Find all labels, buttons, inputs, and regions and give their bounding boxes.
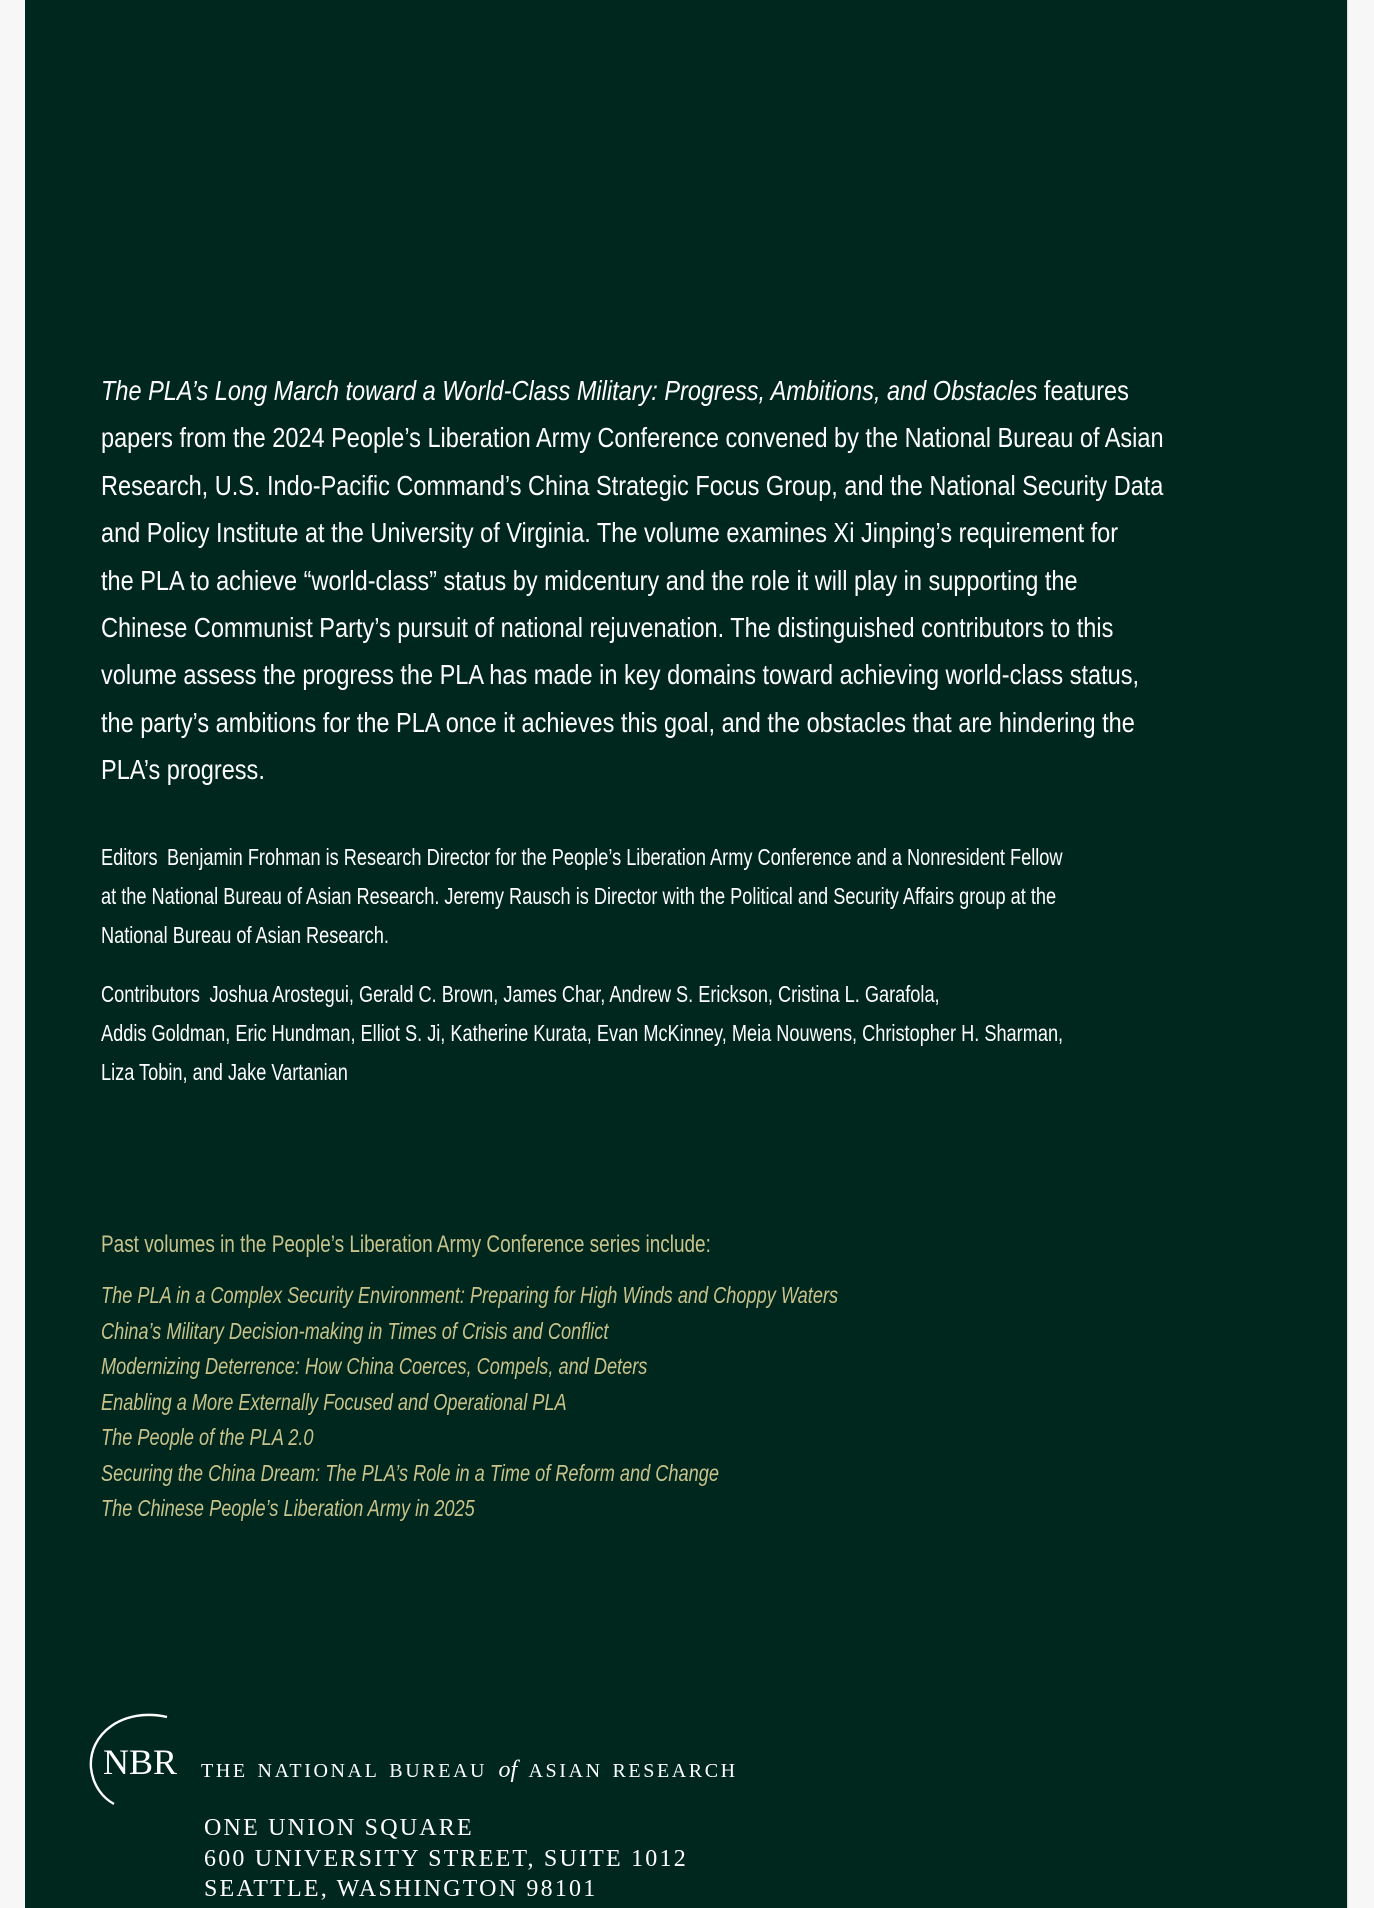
editors-line: National Bureau of Asian Research. xyxy=(101,922,389,948)
address-line: SEATTLE, WASHINGTON 98101 xyxy=(204,1876,598,1902)
past-volumes xyxy=(101,1226,838,1527)
past-volume-title: The PLA in a Complex Security Environment: Preparing for High Winds and Choppy Waters xyxy=(101,1282,839,1308)
logo-text: NBR xyxy=(103,1742,178,1782)
editors-label: Editors xyxy=(101,844,158,870)
contributors-line: Liza Tobin, and Jake Vartanian xyxy=(101,1059,348,1085)
back-cover xyxy=(25,0,1348,1908)
book-title: The PLA’s Long March toward a World-Class Military: Progress, Ambitions, and Obstacles xyxy=(101,375,1038,406)
blurb-line: PLA’s progress. xyxy=(101,754,265,786)
past-volume-title: Enabling a More Externally Focused and Operational PLA xyxy=(101,1388,567,1415)
past-volumes-heading: Past volumes in the People’s Liberation Army Conference series include: xyxy=(101,1231,711,1258)
contributors-section xyxy=(101,975,1064,1092)
editors-section xyxy=(101,838,1063,955)
cover-blurb xyxy=(101,367,1164,794)
past-volume-title: China’s Military Decision-making in Times of Crisis and Conflict xyxy=(101,1317,609,1344)
blurb-line: Research, U.S. Indo-Pacific Command’s China Strategic Focus Group, and the National Security Data xyxy=(101,469,1164,501)
contributors-line: Contributors Joshua Arostegui, Gerald C. Brown, James Char, Andrew S. Erickson, Cristina L. Garafola, xyxy=(101,981,940,1007)
address-line: 600 UNIVERSITY STREET, SUITE 1012 xyxy=(204,1845,688,1872)
past-volume-title: Securing the China Dream: The PLA’s Role in a Time of Reform and Change xyxy=(101,1459,719,1486)
blurb-line: papers from the 2024 People’s Liberation Army Conference convened by the National Bureau of Asian xyxy=(101,422,1164,454)
contributors-line: Addis Goldman, Eric Hundman, Elliot S. Ji, Katherine Kurata, Evan McKinney, Meia Nouwens, Christopher H. Sharman, xyxy=(101,1020,1064,1046)
past-volumes-list xyxy=(101,1278,838,1527)
blurb-line: Chinese Communist Party’s pursuit of national rejuvenation. The distinguished contributors to this xyxy=(101,612,1114,644)
nbr-logo xyxy=(83,1712,213,1812)
past-volume-title: The Chinese People’s Liberation Army in 2025 xyxy=(101,1495,475,1521)
address-line: ONE UNION SQUARE xyxy=(204,1815,474,1841)
blurb-line: volume assess the progress the PLA has made in key domains toward achieving world-class status, xyxy=(101,659,1140,691)
past-volume-title: The People of the PLA 2.0 xyxy=(101,1424,314,1450)
contributors-label: Contributors xyxy=(101,981,200,1007)
editors-line: at the National Bureau of Asian Research. Jeremy Rausch is Director with the Political and Security Affairs group at the xyxy=(101,883,1057,909)
blurb-line: The PLA’s Long March toward a World-Class Military: Progress, Ambitions, and Obstacles features xyxy=(101,375,1129,406)
publisher-name: the national bureau of asian research xyxy=(201,1752,738,1784)
publisher-address xyxy=(204,1813,688,1905)
editors-line: Editors Benjamin Frohman is Research Director for the People’s Liberation Army Conference and a Nonresident Fellow xyxy=(101,844,1063,870)
blurb-line: and Policy Institute at the University of Virginia. The volume examines Xi Jinping’s requirement for xyxy=(101,517,1119,549)
blurb-line: the party’s ambitions for the PLA once it achieves this goal, and the obstacles that are hindering the xyxy=(101,706,1135,738)
past-volume-title: Modernizing Deterrence: How China Coerces, Compels, and Deters xyxy=(101,1353,648,1379)
blurb-line: the PLA to achieve “world-class” status by midcentury and the role it will play in supporting the xyxy=(101,564,1078,596)
